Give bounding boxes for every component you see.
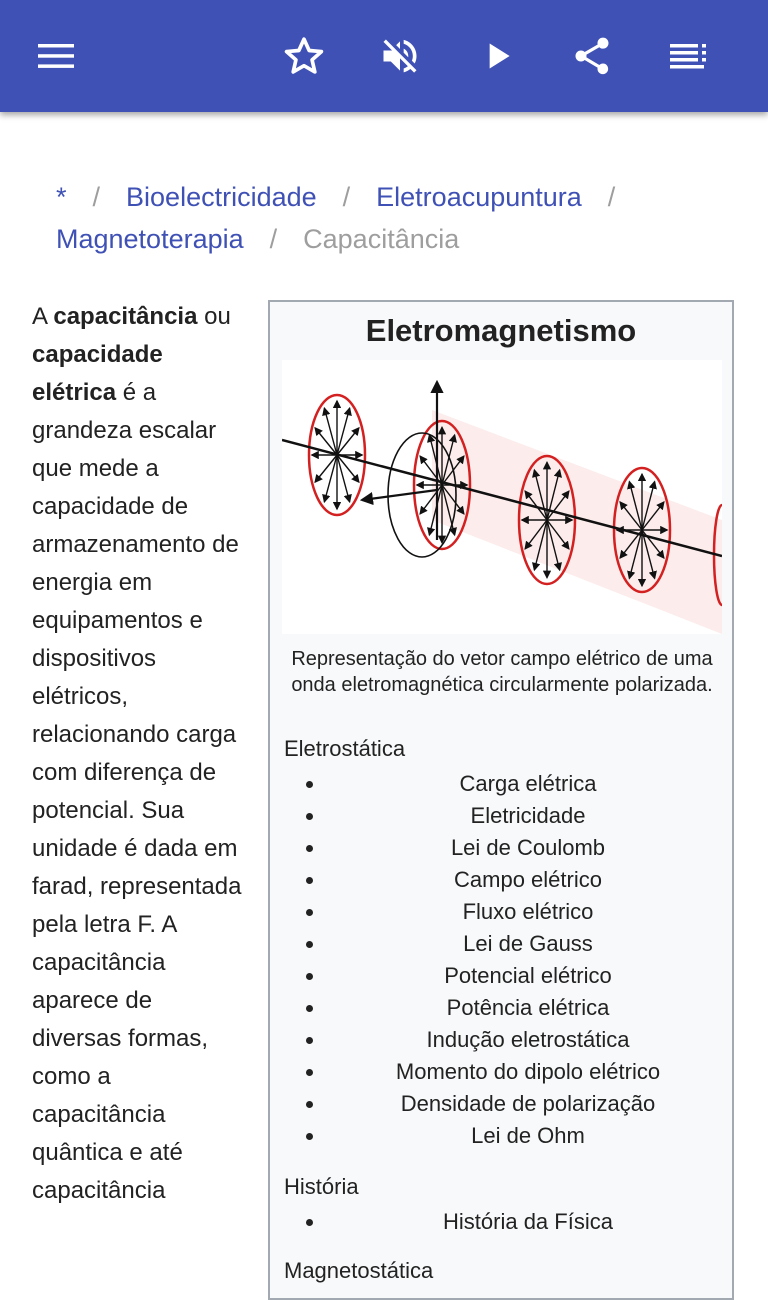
share-icon (570, 34, 614, 78)
play-icon (478, 36, 518, 76)
breadcrumb-link-home[interactable]: * (56, 182, 67, 212)
list-item[interactable]: Campo elétrico (270, 864, 730, 896)
menu-icon (36, 42, 76, 70)
breadcrumb-separator: / (92, 182, 101, 212)
share-button[interactable] (564, 28, 620, 84)
article-bold-term: capacitância (53, 303, 198, 330)
list-item[interactable]: Densidade de polarização (270, 1088, 730, 1120)
playlist-icon (668, 42, 708, 70)
infobox-section-heading: História (284, 1174, 359, 1199)
article-text-part: ou (197, 303, 231, 330)
list-item[interactable]: Indução eletrostática (270, 1024, 730, 1056)
list-item[interactable]: História da Física (270, 1206, 730, 1238)
breadcrumb-current: Capacitância (303, 224, 460, 254)
app-bar (0, 0, 768, 112)
article-text (32, 298, 246, 1210)
playlist-button[interactable] (660, 28, 716, 84)
infobox-section-heading: Eletrostática (284, 736, 406, 761)
infobox-section-heading: Magnetostática (284, 1258, 434, 1283)
breadcrumb-link-eletroacupuntura[interactable]: Eletroacupuntura (376, 182, 582, 212)
infobox-caption: Representação do vetor campo elétrico de uma onda eletromagnética circularmente polarizada. (291, 648, 713, 696)
list-item[interactable]: Carga elétrica (270, 768, 730, 800)
breadcrumb-link-magnetoterapia[interactable]: Magnetoterapia (56, 224, 244, 254)
list-item[interactable]: Lei de Gauss (270, 928, 730, 960)
article-text-part: A (32, 303, 54, 330)
em-wave-illustration (282, 360, 722, 634)
infobox-list-historia (270, 1206, 730, 1238)
breadcrumb-separator: / (342, 182, 351, 212)
list-item[interactable]: Fluxo elétrico (270, 896, 730, 928)
infobox (268, 300, 734, 1300)
article-bold-term: capacidade elétrica (32, 341, 163, 406)
list-item[interactable]: Lei de Coulomb (270, 832, 730, 864)
breadcrumb-link-bioelectricidade[interactable]: Bioelectricidade (126, 182, 317, 212)
mute-button[interactable] (372, 28, 428, 84)
breadcrumb (56, 176, 746, 260)
star-icon (282, 34, 326, 78)
play-button[interactable] (470, 28, 526, 84)
favorite-button[interactable] (276, 28, 332, 84)
breadcrumb-separator: / (269, 224, 278, 254)
infobox-image (282, 360, 722, 634)
volume-off-icon (378, 34, 422, 78)
menu-button[interactable] (28, 28, 84, 84)
article-text-part: é a grandeza escalar que mede a capacidade de armazenamento de energia em equipamentos e dispositivos elétricos, relacionando carga com diferença de potencial. Sua unidade é dada em farad, representada pela letra F. A capacitância aparece de diversas formas, como a capacitância quântica e até capacitância (32, 379, 242, 1204)
list-item[interactable]: Lei de Ohm (270, 1120, 730, 1152)
list-item[interactable]: Potência elétrica (270, 992, 730, 1024)
breadcrumb-separator: / (607, 182, 616, 212)
infobox-list-eletrostatica (270, 768, 730, 1152)
list-item[interactable]: Eletricidade (270, 800, 730, 832)
list-item[interactable]: Momento do dipolo elétrico (270, 1056, 730, 1088)
infobox-title: Eletromagnetismo (365, 313, 637, 348)
list-item[interactable]: Potencial elétrico (270, 960, 730, 992)
